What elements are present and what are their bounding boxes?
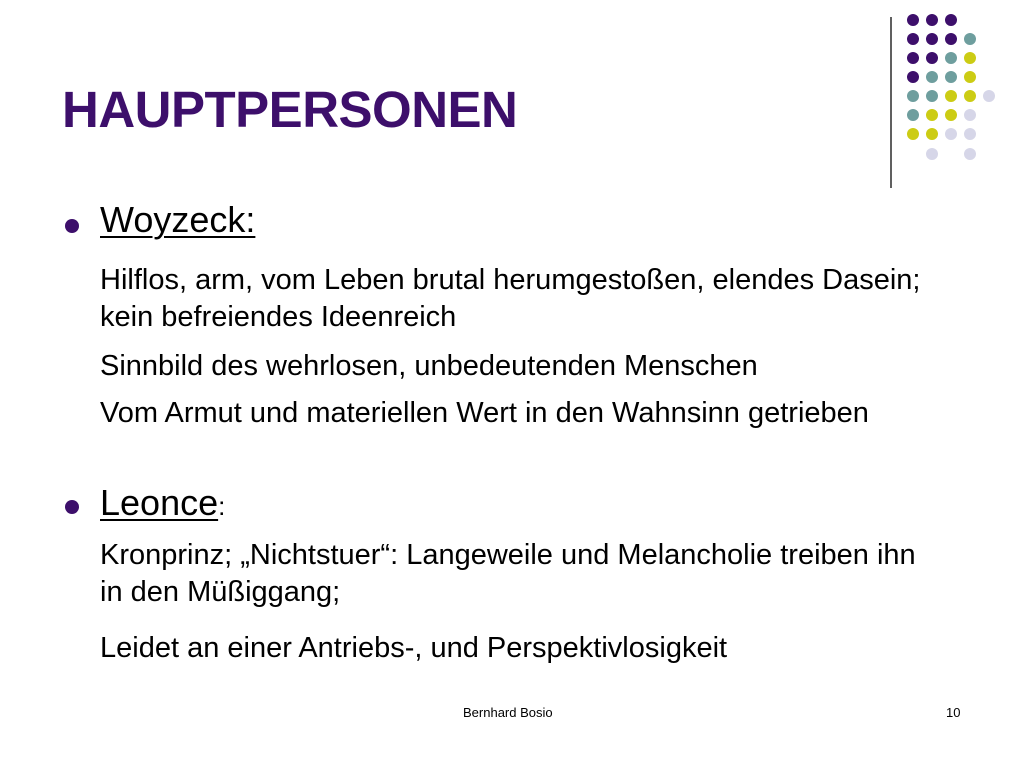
decorative-dot <box>907 109 919 121</box>
leonce-line-2: Leidet an einer Antriebs-, und Perspektivlosigkeit <box>100 632 728 664</box>
decorative-dot <box>945 128 957 140</box>
decorative-dot <box>926 14 938 26</box>
decorative-dot <box>945 71 957 83</box>
decorative-dot <box>926 52 938 64</box>
decorative-dot <box>926 33 938 45</box>
leonce-line-1: Kronprinz; „Nichtstuer“: Langeweile und Melancholie treiben ihn in den Müßiggang; <box>100 539 916 608</box>
decorative-dot-grid <box>907 14 997 164</box>
bullet-point-icon <box>65 500 79 514</box>
decorative-divider <box>890 17 892 188</box>
decorative-dot <box>945 33 957 45</box>
decorative-dot <box>964 148 976 160</box>
decorative-dot <box>926 128 938 140</box>
decorative-dot <box>983 90 995 102</box>
decorative-dot <box>907 14 919 26</box>
decorative-dot <box>907 33 919 45</box>
decorative-dot <box>926 109 938 121</box>
slide-title: HAUPTPERSONEN <box>62 81 518 138</box>
bullet-heading-suffix: : <box>218 491 226 521</box>
decorative-dot <box>964 71 976 83</box>
footer-page-number: 10 <box>946 705 961 720</box>
decorative-dot <box>964 128 976 140</box>
decorative-dot <box>964 109 976 121</box>
decorative-dot <box>964 90 976 102</box>
decorative-dot <box>964 33 976 45</box>
bullet-point-icon <box>65 219 79 233</box>
decorative-dot <box>907 52 919 64</box>
decorative-dot <box>926 90 938 102</box>
decorative-dot <box>945 14 957 26</box>
decorative-dot <box>945 109 957 121</box>
decorative-dot <box>945 52 957 64</box>
woyzeck-line-1: Hilflos, arm, vom Leben brutal herumgestoßen, elendes Dasein; kein befreiendes Ideenreich <box>100 264 921 333</box>
bullet-heading-leonce <box>100 482 226 523</box>
decorative-dot <box>907 71 919 83</box>
decorative-dot <box>926 148 938 160</box>
woyzeck-line-3: Vom Armut und materiellen Wert in den Wahnsinn getrieben <box>100 397 869 429</box>
decorative-dot <box>964 52 976 64</box>
decorative-dot <box>907 128 919 140</box>
bullet-heading-woyzeck <box>100 199 256 240</box>
bullet-heading-text: Woyzeck: <box>100 199 256 240</box>
decorative-dot <box>945 90 957 102</box>
decorative-dot <box>907 90 919 102</box>
decorative-dot <box>926 71 938 83</box>
footer-author: Bernhard Bosio <box>463 705 553 720</box>
woyzeck-line-2: Sinnbild des wehrlosen, unbedeutenden Menschen <box>100 350 758 382</box>
bullet-heading-text: Leonce <box>100 482 219 523</box>
